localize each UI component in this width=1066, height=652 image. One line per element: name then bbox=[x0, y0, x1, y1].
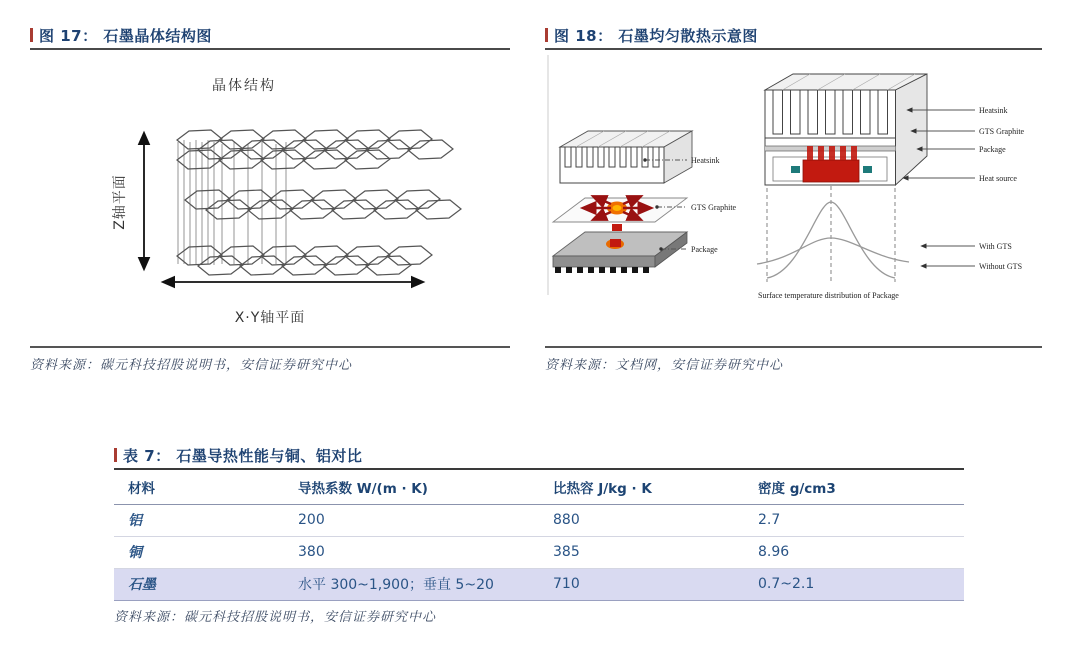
cell-specific-heat: 385 bbox=[539, 537, 744, 569]
cell-material: 铜 bbox=[114, 537, 284, 569]
table7-caption: 表 7： 石墨导热性能与铜、铝对比 bbox=[123, 446, 363, 465]
cell-density: 0.7~2.1 bbox=[744, 569, 964, 601]
label-package: Package bbox=[979, 145, 1006, 154]
figure17-diagram-area bbox=[30, 50, 510, 346]
surface-temp-caption: Surface temperature distribution of Package bbox=[758, 291, 899, 300]
figure17-section bbox=[30, 26, 510, 373]
table-row-aluminum bbox=[114, 505, 964, 537]
cell-density: 8.96 bbox=[744, 537, 964, 569]
label-gts-graphite: GTS Graphite bbox=[979, 127, 1025, 136]
label-without-gts: Without GTS bbox=[979, 262, 1023, 271]
figure17-source: 资料来源：碳元科技招股说明书，安信证券研究中心 bbox=[30, 346, 510, 373]
table7-accent-bar-icon bbox=[114, 448, 117, 462]
figure18-diagram-area bbox=[545, 50, 1042, 346]
label-gts-exploded: GTS Graphite bbox=[691, 203, 737, 212]
table-row-graphite bbox=[114, 569, 964, 601]
table7-caption-row bbox=[114, 446, 964, 470]
table7-section bbox=[114, 446, 964, 625]
label-heatsink-exploded: Heatsink bbox=[691, 156, 720, 165]
z-axis-label: Z轴平面 bbox=[112, 174, 128, 230]
thermal-comparison-table bbox=[114, 470, 964, 601]
label-heatsink: Heatsink bbox=[979, 106, 1008, 115]
label-with-gts: With GTS bbox=[979, 242, 1012, 251]
cell-material: 石墨 bbox=[114, 569, 284, 601]
figure18-accent-bar-icon bbox=[545, 28, 548, 42]
crystal-structure-label: 晶体结构 bbox=[212, 78, 276, 94]
cell-conductivity: 200 bbox=[284, 505, 539, 537]
package-pins bbox=[555, 267, 649, 273]
figure18-caption: 图 18： 石墨均匀散热示意图 bbox=[554, 26, 758, 45]
cell-specific-heat: 710 bbox=[539, 569, 744, 601]
exploded-view bbox=[553, 131, 737, 273]
cell-conductivity: 380 bbox=[284, 537, 539, 569]
heat-dissipation-diagram bbox=[545, 50, 1040, 346]
crystal-structure-diagram bbox=[30, 50, 510, 346]
header-specific-heat: 比热容 J/kg · K bbox=[539, 470, 744, 505]
cell-specific-heat: 880 bbox=[539, 505, 744, 537]
exploded-package bbox=[553, 232, 687, 273]
exploded-heatsink bbox=[560, 131, 692, 183]
figure17-caption: 图 17： 石墨晶体结构图 bbox=[39, 26, 212, 45]
table-row-copper bbox=[114, 537, 964, 569]
header-density: 密度 g/cm3 bbox=[744, 470, 964, 505]
hex-layer-bottom bbox=[177, 246, 432, 275]
assembled-view bbox=[757, 74, 1025, 300]
hex-layer-middle bbox=[185, 190, 461, 219]
temp-curve-with-gts bbox=[757, 238, 909, 264]
cell-material: 铝 bbox=[114, 505, 284, 537]
header-conductivity: 导热系数 W/(m · K) bbox=[284, 470, 539, 505]
cell-conductivity: 水平 300~1,900；垂直 5~20 bbox=[284, 569, 539, 601]
figure18-source: 资料来源：文档网，安信证券研究中心 bbox=[545, 346, 1042, 373]
exploded-gts-plate bbox=[553, 198, 687, 231]
hex-layer-top bbox=[177, 130, 453, 169]
header-material: 材料 bbox=[114, 470, 284, 505]
table7-source: 资料来源：碳元科技招股说明书，安信证券研究中心 bbox=[114, 609, 437, 624]
table-header-row bbox=[114, 470, 964, 505]
figure17-caption-row bbox=[30, 26, 510, 50]
label-package-exploded: Package bbox=[691, 245, 718, 254]
label-heat-source: Heat source bbox=[979, 174, 1017, 183]
figure18-section bbox=[545, 26, 1042, 373]
figure17-accent-bar-icon bbox=[30, 28, 33, 42]
figure18-caption-row bbox=[545, 26, 1042, 50]
cell-density: 2.7 bbox=[744, 505, 964, 537]
xy-axis-label: X·Y轴平面 bbox=[234, 310, 306, 326]
